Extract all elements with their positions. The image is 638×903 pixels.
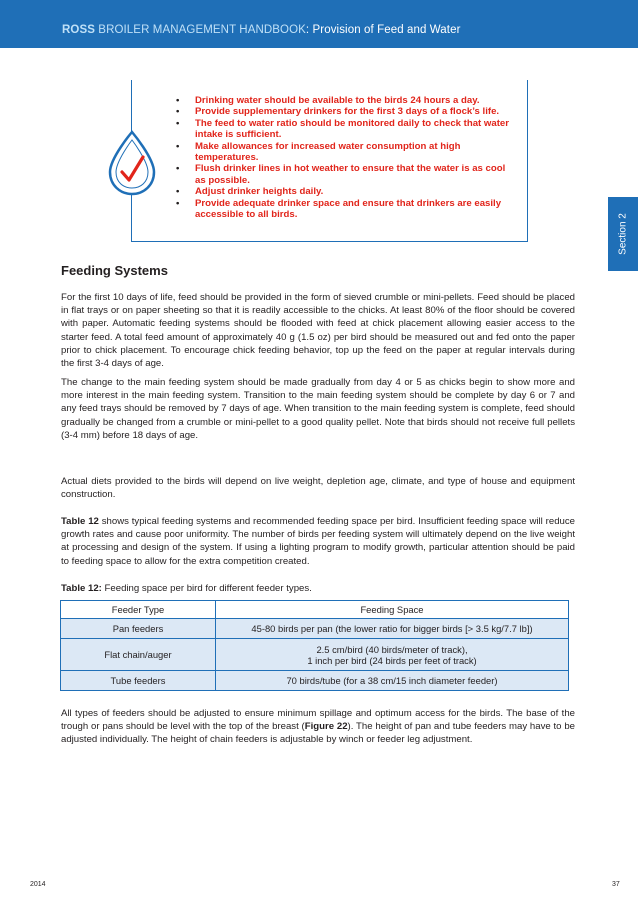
key-point: • Provide supplementary drinkers for the first 3 days of a flock’s life. xyxy=(176,106,516,117)
feeder-type-cell: Flat chain/auger xyxy=(61,639,216,671)
paragraph-starter-feeding: For the first 10 days of life, feed should be provided in the form of sieved crumble or mini-pellets. Feed should be placed in flat trays or on paper sheeting so that it is readily accessible to the chicks. At least 80% of the floor should be covered with paper. Automatic feeding systems should be flooded with feed at chick placement allowing easier access to the starter feed. A total feed amount of approximately 40 g (1.5 oz) per bird should be measured out and fed onto the paper prior to chick placement. To encourage chick feeding behavior, top up the feed on the paper at regular intervals during the first 3-4 days of age. xyxy=(61,292,575,370)
page-number: 37 xyxy=(612,881,620,888)
table-row xyxy=(61,619,569,639)
key-point: • Adjust drinker heights daily. xyxy=(176,186,516,197)
column-header: Feeding Space xyxy=(216,601,569,619)
table-header-row xyxy=(61,601,569,619)
paragraph-feeder-adjustment: All types of feeders should be adjusted to ensure minimum spillage and optimum access for the birds. The base of the trough or pans should be level with the top of the breast (Figure 22). The height of pan and tube feeders may have to be adjusted individually. The height of chain feeders is adjustable by winch or feeder leg adjustment. xyxy=(61,708,575,746)
feeding-space-table xyxy=(60,600,569,691)
paragraph-diets: Actual diets provided to the birds will depend on live weight, depletion age, climate, and type of house and equipment construction. xyxy=(61,476,575,501)
section-tab xyxy=(608,197,638,271)
key-point: • Drinking water should be available to the birds 24 hours a day. xyxy=(176,95,516,106)
paragraph-transition: The change to the main feeding system should be made gradually from day 4 or 5 as chicks begin to show more and more interest in the main feeding system. Transition to the main feeding system should be complete by day 6 or 7 and any feed trays should be removed by 7 days of age. When transition to the main feeding system is complete, feed should gradually be changed from a crumble or mini-pellet to a good quality pellet. Note that birds should not receive full pellets (3-4 mm) before 18 days of age. xyxy=(61,377,575,441)
title-separator: : xyxy=(305,24,313,36)
key-point: • The feed to water ratio should be monitored daily to check that water intake is sufficient. xyxy=(176,118,516,141)
feeder-type-cell: Pan feeders xyxy=(61,619,216,639)
feeding-space-cell: 45-80 birds per pan (the lower ratio for bigger birds [> 3.5 kg/7.7 lb]) xyxy=(216,619,569,639)
feeder-type-cell: Tube feeders xyxy=(61,671,216,691)
water-drop-checkmark-icon xyxy=(106,130,158,196)
column-header: Feeder Type xyxy=(61,601,216,619)
table-row xyxy=(61,639,569,671)
feeding-space-cell: 70 birds/tube (for a 38 cm/15 inch diameter feeder) xyxy=(216,671,569,691)
section-heading: Feeding Systems xyxy=(61,263,168,278)
running-title xyxy=(62,24,461,36)
key-point: • Provide adequate drinker space and ensure that drinkers are easily accessible to all birds. xyxy=(176,198,516,221)
footer-year: 2014 xyxy=(30,881,46,888)
key-point: • Make allowances for increased water consumption at high temperatures. xyxy=(176,141,516,164)
handbook-title: BROILER MANAGEMENT HANDBOOK xyxy=(95,24,306,36)
feeding-space-cell: 2.5 cm/bird (40 birds/meter of track), 1 inch per bird (24 birds per feet of track) xyxy=(216,639,569,671)
table-caption-text: Feeding space per bird for different feeder types. xyxy=(101,583,312,594)
page-header-bar xyxy=(0,0,638,48)
section-tab-label: Section 2 xyxy=(617,213,629,255)
table-row xyxy=(61,671,569,691)
brand-name: ROSS xyxy=(62,24,95,36)
chapter-topic: Provision of Feed and Water xyxy=(312,24,461,36)
key-point: • Flush drinker lines in hot weather to ensure that the water is as cool as possible. xyxy=(176,163,516,186)
figure-reference: Figure 22 xyxy=(304,721,348,733)
paragraph-feeding-space: Table 12 shows typical feeding systems and recommended feeding space per bird. Insufficient feeding space will reduce growth rates and cause poor uniformity. The number of birds per feeding system will ultimately depend on the live weight at processing and design of the system. If using a lighting program to modify growth, particular attention should be paid to feeding space to allow for the extra competition created. xyxy=(61,516,575,567)
key-points-list xyxy=(176,95,516,220)
table-reference: Table 12 xyxy=(61,516,99,527)
table-caption-label: Table 12: xyxy=(61,583,102,594)
table-caption xyxy=(61,583,312,594)
